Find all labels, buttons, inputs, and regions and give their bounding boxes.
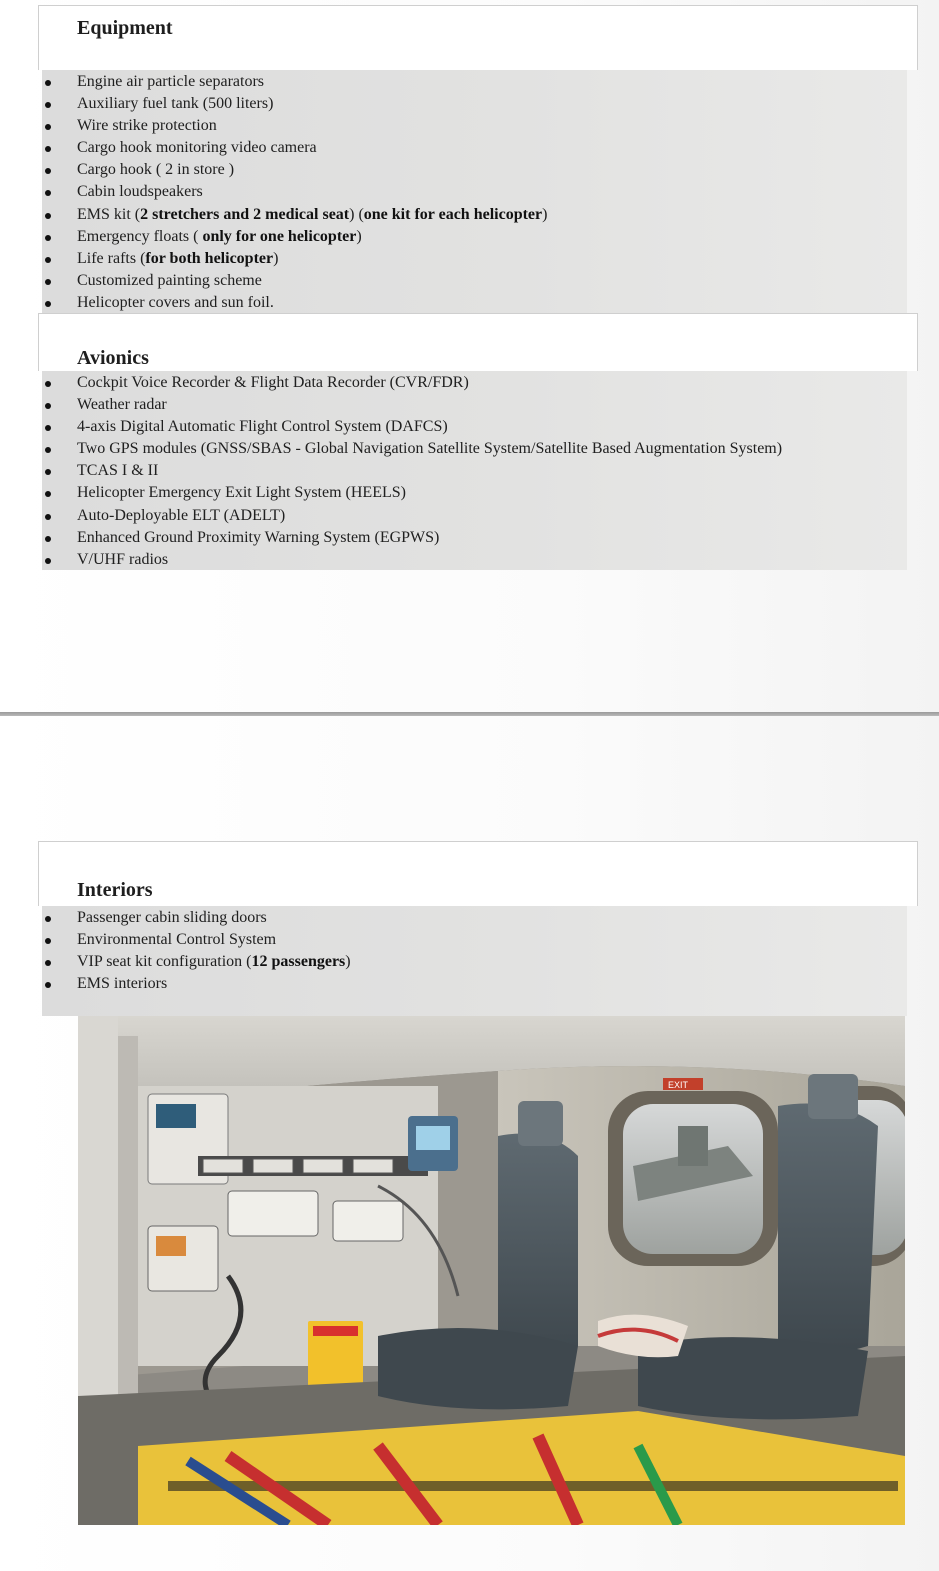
list-item: [42, 204, 902, 226]
ems-cabin-photo: [78, 1016, 905, 1525]
list-item: [42, 951, 902, 973]
list-item-text: Passenger cabin sliding doors: [77, 909, 267, 926]
list-item: [42, 482, 902, 504]
list-item-text: Enhanced Ground Proximity Warning System (EGPWS): [77, 528, 440, 546]
interiors-list: [42, 907, 902, 995]
list-item: [42, 248, 902, 270]
list-item: [42, 159, 902, 181]
list-item-text: Auto-Deployable ELT (ADELT): [77, 506, 286, 524]
list-item-text: Two GPS modules (GNSS/SBAS - Global Navigation Satellite System/Satellite Based Augmentation System): [77, 440, 783, 458]
list-item: [42, 394, 902, 416]
list-item-text: Cargo hook ( 2 in store ): [77, 161, 235, 179]
list-item-text: Emergency floats (: [77, 227, 203, 245]
list-item-text: Weather radar: [77, 396, 167, 414]
list-item-text: V/UHF radios: [77, 550, 169, 568]
list-item-text: TCAS I & II: [77, 462, 159, 480]
cabin-window-1: [608, 1091, 778, 1266]
list-item-text: Cargo hook monitoring video camera: [77, 139, 317, 157]
list-item: [42, 973, 902, 995]
list-item-text: ): [356, 227, 362, 245]
list-item-text: Wire strike protection: [77, 117, 217, 135]
list-item: [42, 372, 902, 394]
equipment-list: [42, 71, 902, 314]
interiors-header-box: [38, 841, 918, 906]
list-item: [42, 438, 902, 460]
list-item-text: Helicopter Emergency Exit Light System (HEELS): [77, 484, 406, 502]
list-item: [42, 292, 902, 314]
list-item-text: Life rafts (: [77, 249, 146, 267]
exit-sign-text: EXIT: [668, 1080, 689, 1090]
list-item-text: Cockpit Voice Recorder & Flight Data Recorder (CVR/FDR): [77, 374, 469, 391]
list-item-text: Customized painting scheme: [77, 271, 262, 289]
list-item: [42, 137, 902, 159]
list-item-text: Helicopter covers and sun foil.: [77, 293, 274, 311]
avionics-list: [42, 372, 902, 571]
list-item: [42, 460, 902, 482]
list-item-text: Environmental Control System: [77, 931, 277, 949]
avionics-title: Avionics: [77, 347, 149, 369]
list-item: [42, 907, 902, 929]
list-item: [42, 115, 902, 137]
list-item-bold-text: 12 passengers: [251, 953, 346, 971]
list-item-text: EMS interiors: [77, 975, 168, 993]
list-item-bold-text: one kit for each helicopter: [363, 205, 543, 223]
list-item: [42, 549, 902, 571]
list-item-text: ): [345, 953, 351, 971]
list-item-text: Cabin loudspeakers: [77, 183, 203, 201]
list-item-text: Auxiliary fuel tank (500 liters): [77, 95, 274, 113]
list-item: [42, 181, 902, 203]
list-item: [42, 270, 902, 292]
page-divider: [0, 712, 939, 716]
list-item: [42, 527, 902, 549]
list-item: [42, 929, 902, 951]
list-item-text: ): [273, 249, 279, 267]
list-item-text: VIP seat kit configuration (: [77, 953, 252, 971]
list-item-text: ) (: [349, 205, 364, 223]
list-item-bold-text: only for one helicopter: [202, 227, 357, 245]
list-item: [42, 71, 902, 93]
list-item-text: EMS kit (: [77, 205, 141, 223]
list-item-text: Engine air particle separators: [77, 73, 265, 90]
list-item: [42, 226, 902, 248]
list-item: [42, 93, 902, 115]
avionics-header-box: [38, 313, 918, 371]
list-item-bold-text: 2 stretchers and 2 medical seat: [140, 205, 350, 223]
equipment-title: Equipment: [77, 17, 173, 39]
list-item-bold-text: for both helicopter: [145, 249, 274, 267]
interiors-title: Interiors: [77, 879, 153, 901]
list-item-text: 4-axis Digital Automatic Flight Control System (DAFCS): [77, 418, 448, 436]
list-item: [42, 505, 902, 527]
list-item: [42, 416, 902, 438]
list-item-text: ): [542, 205, 548, 223]
